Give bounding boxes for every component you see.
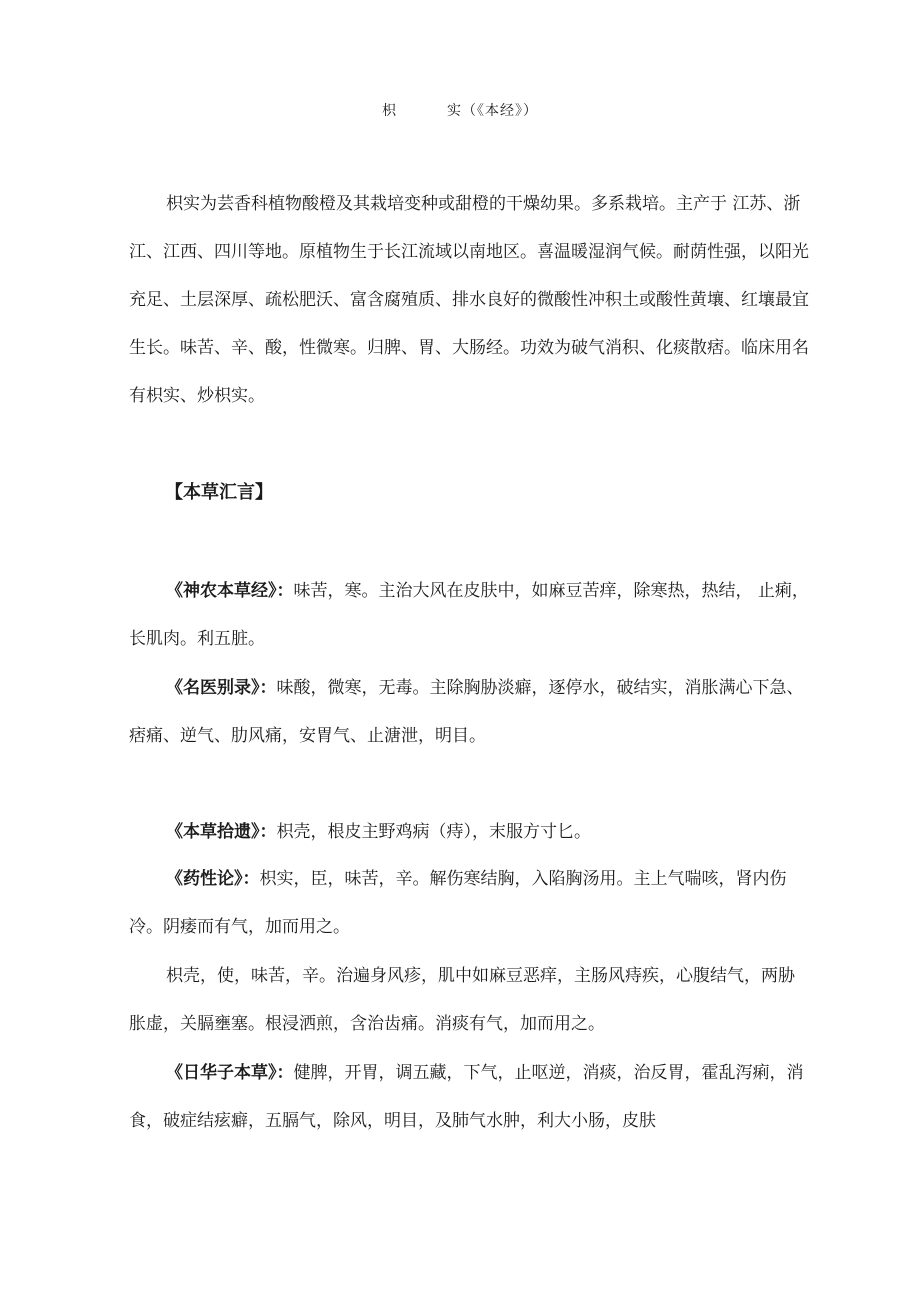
entry-yaoxing: [129, 855, 809, 951]
book-title: 《名医别录》：: [166, 678, 277, 698]
entry-text: 味苦，寒。主治大风在皮肤中，如麻豆苦痒，除寒热，热结， 止痢，长肌肉。利五脏。: [129, 581, 809, 649]
entry-text: 枳实，臣，味苦，辛。解伤寒结胸，入陷胸汤用。主上气喘咳，肾内伤冷。阴痿而有气，加而用之。: [129, 869, 787, 937]
book-title: 《药性论》：: [166, 869, 260, 889]
entry-shennong: [129, 567, 809, 663]
entry-rihuazi: [129, 1049, 809, 1145]
book-title: 《日华子本草》：: [166, 1063, 294, 1083]
entry-zhike: [129, 952, 809, 1048]
intro-paragraph: 枳实为芸香科植物酸橙及其栽培变种或甜橙的干燥幼果。多系栽培。主产于 江苏、浙江、江西、四川等地。原植物生于长江流域以南地区。喜温暖湿润气候。耐荫性强，以阳光充足、土层深厚、疏松肥沃、富含腐殖质、排水良好的微酸性冲积土或酸性黄壤、红壤最宜生长。味苦、辛、酸，性微寒。归脾、胃、大肠经。功效为破气消积、化痰散痞。临床用名有枳实、炒枳实。: [129, 194, 809, 406]
title-char-1: 枳: [382, 103, 397, 119]
entry-mingyi: [129, 664, 809, 760]
title-char-2: 实（《本经》）: [447, 103, 538, 119]
section-heading: 【本草汇言】: [165, 482, 273, 503]
document-title: [0, 100, 920, 120]
entry-text: 枳壳，根皮主野鸡病（痔），末服方寸匕。: [276, 822, 591, 842]
entry-text: 健脾，开胃，调五藏，下气，止呕逆，消痰，治反胃，霍乱泻痢，消食，破症结痃癖，五膈气，除风，明目，及肺气水肿，利大小肠，皮肤: [129, 1063, 804, 1131]
entry-shiyi: [129, 808, 809, 856]
entry-text: 味酸，微寒，无毒。主除胸胁淡癖，逐停水，破结实，消胀满心下急、痞痛、逆气、肋风痛，安胃气、止溏泄，明目。: [129, 678, 804, 746]
entry-text: 枳壳，使，味苦，辛。治遍身风疹，肌中如麻豆恶痒，主肠风痔疾，心腹结气，两胁胀虚，关膈壅塞。根浸洒煎，含治齿痛。消痰有气，加而用之。: [129, 966, 795, 1034]
book-title: 《本草拾遗》：: [166, 822, 277, 842]
book-title: 《神农本草经》：: [166, 581, 294, 601]
